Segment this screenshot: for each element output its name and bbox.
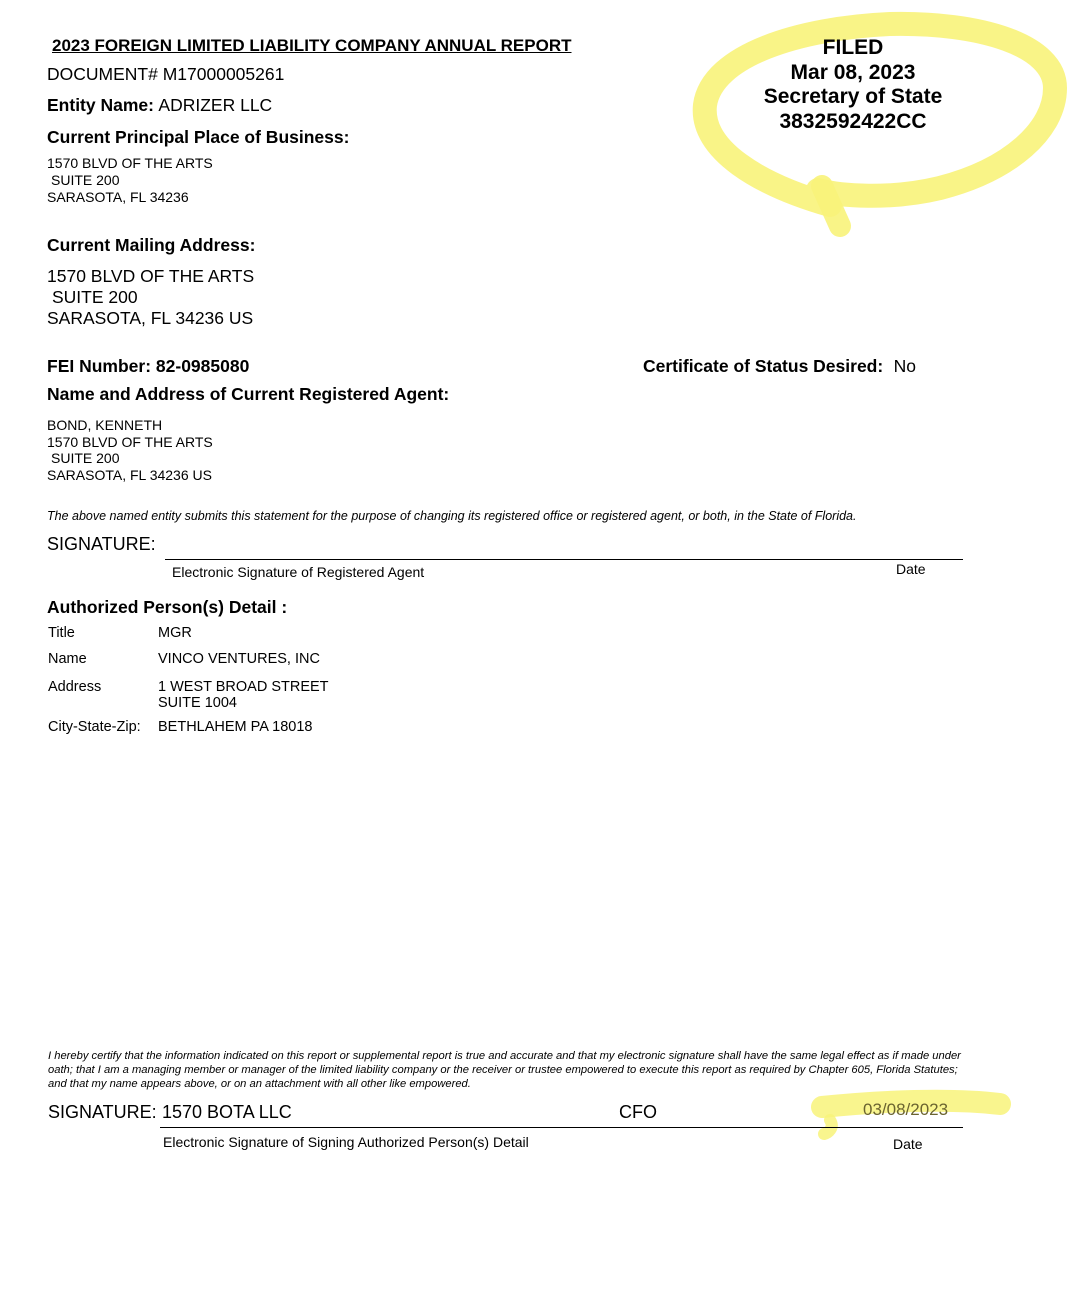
agent-name: BOND, KENNETH [47,417,163,433]
final-signature-date: 03/08/2023 [863,1100,949,1119]
mailing-line3: SARASOTA, FL 34236 US [47,308,254,328]
certification-statement: I hereby certify that the information indicated on this report or supplemental report is true and accurate and that my electronic signature shall have the same legal effect as if made under oath; that I am a managing member or manager of the limited liability company or the receiver or trustee empowered to execute this report as required by Chapter 605, Florida Statutes; and that my name appears above, or on an attachment with all other like empowered. [48,1050,961,1090]
agent-signature-caption: Electronic Signature of Registered Agent [172,564,425,580]
certificate-status-row [643,356,916,377]
address-label: Address [48,679,102,695]
entity-name-row [47,95,272,116]
fei-number: FEI Number: 82-0985080 [47,356,250,376]
mailing-line2: SUITE 200 [52,287,138,307]
principal-line1: 1570 BLVD OF THE ARTS [47,155,213,171]
agent-signature-line [165,559,963,560]
principal-place-label: Current Principal Place of Business: [47,127,350,147]
principal-line3: SARASOTA, FL 34236 [47,189,189,205]
entity-name-label: Entity Name: [47,95,154,115]
agent-line1: 1570 BLVD OF THE ARTS [47,433,213,450]
filed-date: Mar 08, 2023 [790,60,916,84]
agent-signature-date-label: Date [896,561,926,577]
principal-line2: SUITE 200 [51,172,120,188]
final-signature-line [160,1127,963,1128]
document-number: DOCUMENT# M17000005261 [47,64,285,84]
certificate-status-value: No [893,356,917,376]
agent-signature-label: SIGNATURE: [47,534,156,554]
address-value [158,679,329,711]
filed-stamp [730,36,976,134]
authorized-persons-heading: Authorized Person(s) Detail : [47,597,288,617]
address-line2: SUITE 1004 [158,695,237,711]
final-signature-caption: Electronic Signature of Signing Authorized Person(s) Detail [163,1134,529,1150]
mailing-address [47,266,254,329]
filed-number: 3832592422CC [779,109,927,133]
registered-agent-label: Name and Address of Current Registered Agent: [47,384,450,404]
agent-line3: SARASOTA, FL 34236 US [47,466,212,483]
filed-status: FILED [822,36,884,59]
name-label: Name [48,651,87,667]
final-signature-date-label: Date [893,1136,923,1152]
entity-name-value: ADRIZER LLC [158,95,273,115]
mailing-line1: 1570 BLVD OF THE ARTS [47,266,255,286]
final-signature-label: SIGNATURE: [48,1102,157,1122]
registered-agent-address [47,417,213,483]
title-value: MGR [158,625,192,641]
final-signature-title: CFO [619,1102,657,1122]
city-state-zip-label: City-State-Zip: [48,719,141,735]
title-label: Title [48,625,75,641]
report-title: 2023 FOREIGN LIMITED LIABILITY COMPANY ANNUAL REPORT [52,36,572,55]
filed-office: Secretary of State [763,85,943,108]
city-state-zip-value: BETHLAHEM PA 18018 [158,719,313,735]
final-signature-signer: 1570 BOTA LLC [162,1102,292,1122]
address-line1: 1 WEST BROAD STREET [158,679,329,695]
principal-place-address [47,155,213,206]
certificate-status-label: Certificate of Status Desired: [643,356,884,376]
agent-statement: The above named entity submits this statement for the purpose of changing its registered office or registered agent, or both, in the State of Florida. [47,509,857,523]
mailing-address-label: Current Mailing Address: [47,235,256,255]
name-value: VINCO VENTURES, INC [158,651,320,667]
agent-line2: SUITE 200 [51,450,120,466]
